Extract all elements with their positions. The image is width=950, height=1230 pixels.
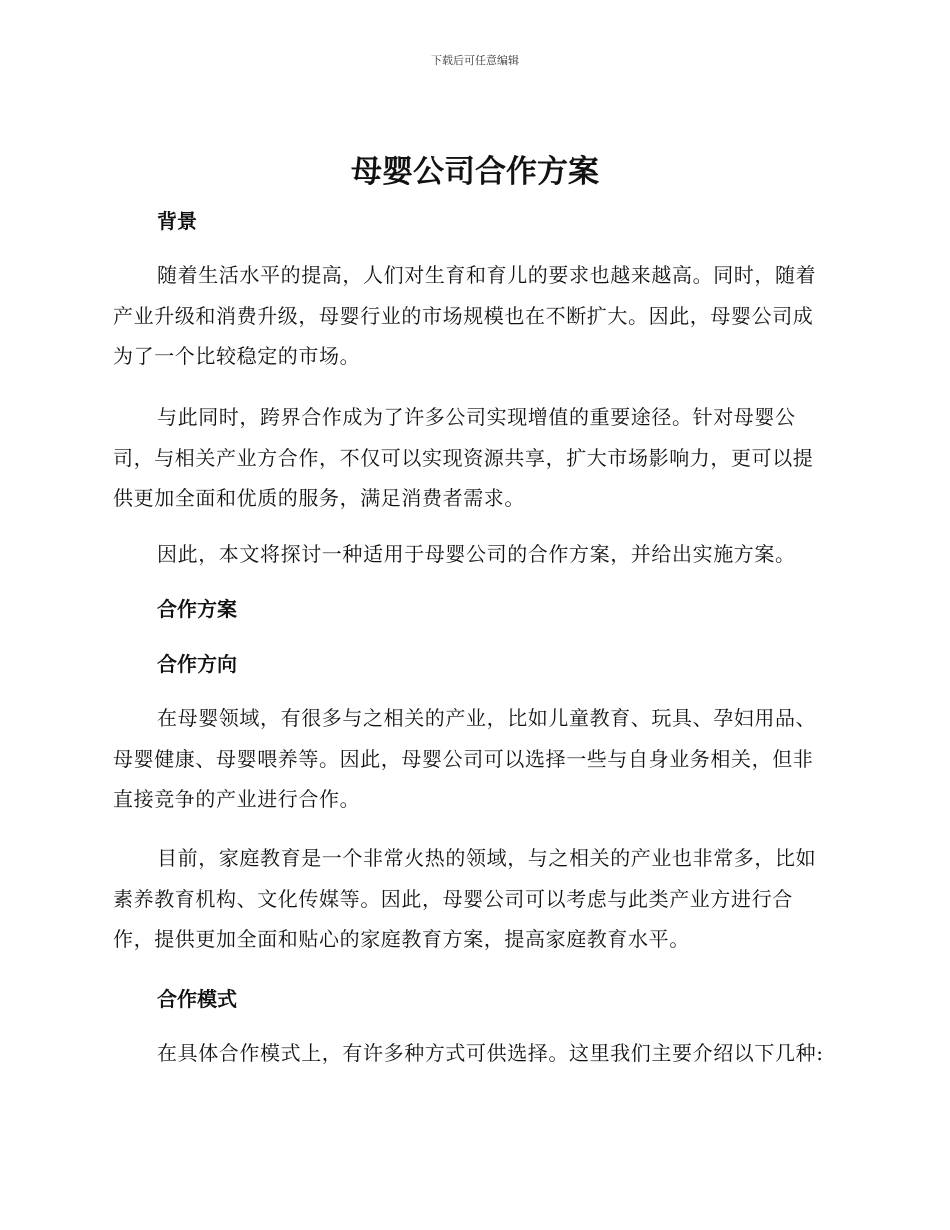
heading-direction: 合作方向 (157, 652, 237, 676)
document-title: 母婴公司合作方案 (351, 154, 599, 190)
paragraph-background-1: 随着生活水平的提高，人们对生育和育儿的要求也越来越高。同时，随着产业升级和消费升级，母婴行业的市场规模也在不断扩大。因此，母婴公司成为了一个比较稳定的市场。 (113, 263, 817, 368)
page-header-note: 下载后可任意编辑 (431, 54, 519, 67)
paragraph-background-3: 因此，本文将探讨一种适用于母婴公司的合作方案，并给出实施方案。 (157, 542, 796, 566)
paragraph-mode-1: 在具体合作模式上，有许多种方式可供选择。这里我们主要介绍以下几种: (157, 1041, 824, 1065)
heading-plan: 合作方案 (157, 597, 237, 621)
heading-mode: 合作模式 (157, 987, 237, 1011)
heading-background: 背景 (157, 209, 197, 233)
paragraph-direction-1: 在母婴领域，有很多与之相关的产业，比如儿童教育、玩具、孕妇用品、母婴健康、母婴喂养等。因此，母婴公司可以选择一些与自身业务相关，但非直接竞争的产业进行合作。 (113, 706, 817, 811)
paragraph-direction-2: 目前，家庭教育是一个非常火热的领域，与之相关的产业也非常多，比如素养教育机构、文化传媒等。因此，母婴公司可以考虑与此类产业方进行合作，提供更加全面和贴心的家庭教育方案，提高家庭教育水平。 (113, 846, 817, 951)
paragraph-background-2: 与此同时，跨界合作成为了许多公司实现增值的重要途径。针对母婴公司，与相关产业方合作，不仅可以实现资源共享，扩大市场影响力，更可以提供更加全面和优质的服务，满足消费者需求。 (113, 405, 814, 510)
